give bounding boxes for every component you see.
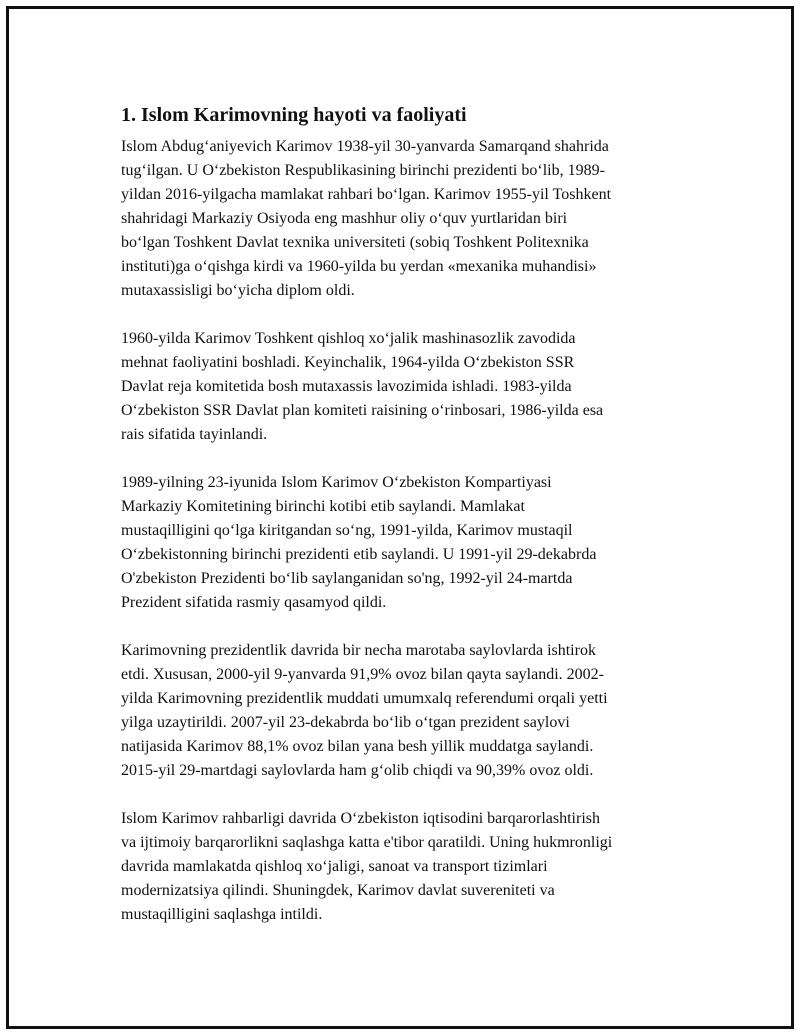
paragraph-2	[121, 327, 696, 447]
paragraph-line: Prezident sifatida rasmiy qasamyod qildi.	[121, 594, 387, 611]
paragraph-line: mehnat faoliyatini boshladi. Keyinchalik, 1964-yilda O‘zbekiston SSR	[121, 354, 575, 371]
document-title: 1. Islom Karimovning hayoti va faoliyati	[121, 104, 467, 126]
paragraph-line: instituti)ga o‘qishga kirdi va 1960-yilda bu yerdan «mexanika muhandisi»	[121, 258, 597, 275]
paragraph-line: etdi. Xususan, 2000-yil 9-yanvarda 91,9% ovoz bilan qayta saylandi. 2002-	[121, 666, 604, 683]
paragraph-line: Davlat reja komitetida bosh mutaxassis lavozimida ishladi. 1983-yilda	[121, 378, 572, 395]
paragraph-1	[121, 135, 696, 303]
paragraph-line: va ijtimoiy barqarorlikni saqlashga katta e'tibor qaratildi. Uning hukmronligi	[121, 834, 613, 851]
paragraph-line: natijasida Karimov 88,1% ovoz bilan yana besh yillik muddatga saylandi.	[121, 738, 594, 755]
paragraph-line: tug‘ilgan. U O‘zbekiston Respublikasining birinchi prezidenti bo‘lib, 1989-	[121, 162, 605, 179]
paragraph-line: Islom Abdug‘aniyevich Karimov 1938-yil 30-yanvarda Samarqand shahrida	[121, 138, 609, 155]
paragraph-line: Islom Karimov rahbarligi davrida O‘zbekiston iqtisodini barqarorlashtirish	[121, 810, 600, 827]
paragraph-line: bo‘lgan Toshkent Davlat texnika universiteti (sobiq Toshkent Politexnika	[121, 234, 589, 251]
paragraph-line: shahridagi Markaziy Osiyoda eng mashhur oliy o‘quv yurtlaridan biri	[121, 210, 568, 227]
document-content	[121, 102, 696, 951]
paragraph-line: O‘zbekistonning birinchi prezidenti etib saylandi. U 1991-yil 29-dekabrda	[121, 546, 597, 563]
paragraph-line: yilga uzaytirildi. 2007-yil 23-dekabrda bo‘lib o‘tgan prezident saylovi	[121, 714, 570, 731]
paragraph-3	[121, 471, 696, 615]
paragraph-line: O‘zbekiston SSR Davlat plan komiteti raisining o‘rinbosari, 1986-yilda esa	[121, 402, 604, 419]
paragraph-line: mutaxassisligi bo‘yicha diplom oldi.	[121, 282, 355, 299]
paragraph-5	[121, 807, 696, 927]
paragraph-line: modernizatsiya qilindi. Shuningdek, Karimov davlat suvereniteti va	[121, 882, 555, 899]
paragraph-line: mustaqilligini saqlashga intildi.	[121, 906, 323, 923]
paragraph-line: 2015-yil 29-martdagi saylovlarda ham g‘olib chiqdi va 90,39% ovoz oldi.	[121, 762, 594, 779]
paragraph-line: 1960-yilda Karimov Toshkent qishloq xo‘jalik mashinasozlik zavodida	[121, 330, 576, 347]
paragraph-4	[121, 639, 696, 783]
paragraph-line: Karimovning prezidentlik davrida bir necha marotaba saylovlarda ishtirok	[121, 642, 596, 659]
paragraph-line: yildan 2016-yilgacha mamlakat rahbari bo‘lgan. Karimov 1955-yil Toshkent	[121, 186, 612, 203]
paragraph-line: rais sifatida tayinlandi.	[121, 426, 268, 443]
paragraph-line: yilda Karimovning prezidentlik muddati umumxalq referendumi orqali yetti	[121, 690, 608, 707]
page-frame	[6, 6, 794, 1029]
paragraph-line: 1989-yilning 23-iyunida Islom Karimov O‘zbekiston Kompartiyasi	[121, 474, 552, 491]
paragraph-line: Markaziy Komitetining birinchi kotibi etib saylandi. Mamlakat	[121, 498, 525, 515]
paragraph-line: O'zbekiston Prezidenti bo‘lib saylanganidan so'ng, 1992-yil 24-martda	[121, 570, 573, 587]
paragraph-line: davrida mamlakatda qishloq xo‘jaligi, sanoat va transport tizimlari	[121, 858, 548, 875]
paragraph-line: mustaqilligini qo‘lga kiritgandan so‘ng, 1991-yilda, Karimov mustaqil	[121, 522, 573, 539]
